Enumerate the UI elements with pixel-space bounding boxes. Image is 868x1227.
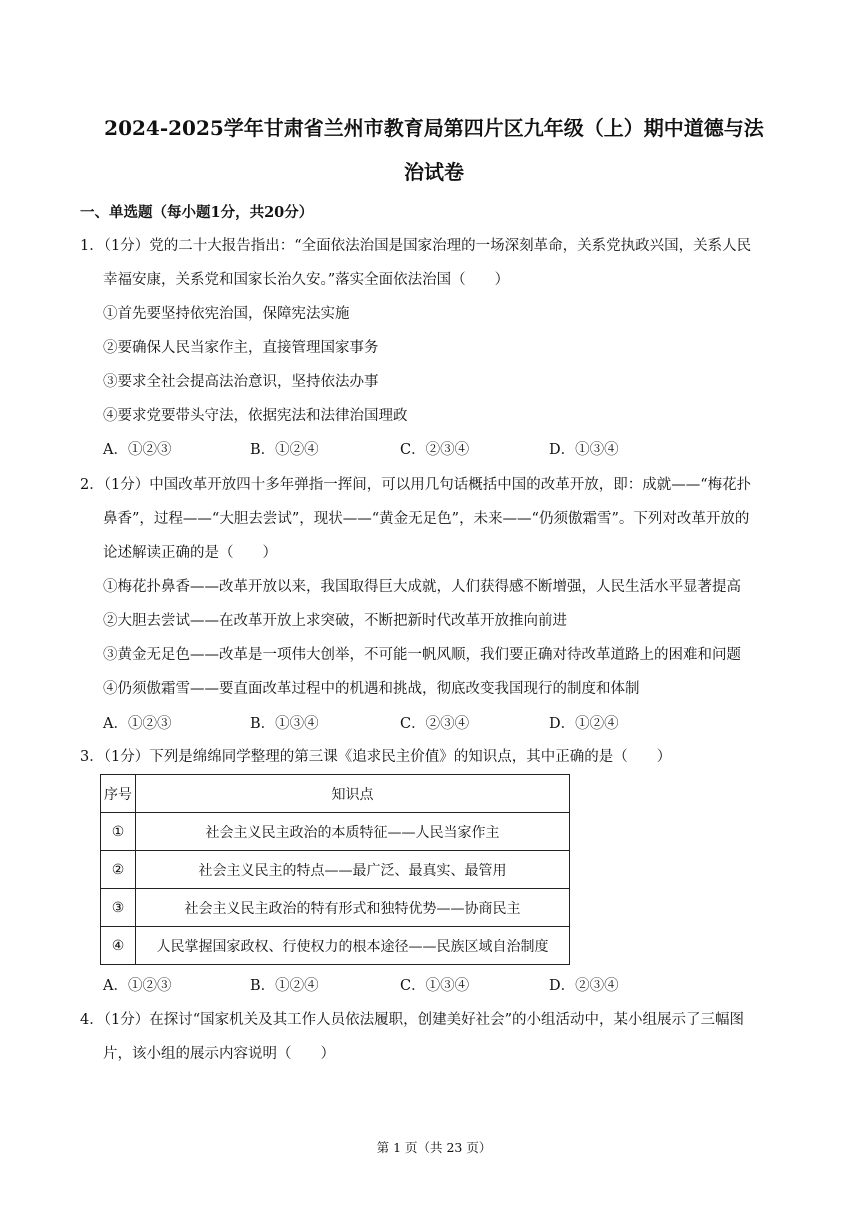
table-cell-index: ② <box>101 851 136 889</box>
q1-option-a[interactable]: A．①②③ <box>103 442 172 458</box>
q2-statement-1: ①梅花扑鼻香——改革开放以来，我国取得巨大成就，人们获得感不断增强，人民生活水平显著提高 <box>103 579 741 595</box>
table-cell-knowledge: 人民掌握国家政权、行使权力的根本途径——民族区域自治制度 <box>136 927 570 965</box>
q1-statement-4: ④要求党要带头守法，依据宪法和法律治国理政 <box>103 408 408 424</box>
q2-stem-line-3: 论述解读正确的是（ ） <box>103 545 277 561</box>
q1-option-c[interactable]: C．②③④ <box>400 442 470 458</box>
q3-option-c[interactable]: C．①③④ <box>400 978 470 994</box>
q3-option-d[interactable]: D．②③④ <box>549 978 619 994</box>
q2-option-d[interactable]: D．①②④ <box>549 716 619 732</box>
q1-option-b[interactable]: B．①②④ <box>250 442 319 458</box>
q1-stem-line-2: 幸福安康，关系党和国家长治久安。”落实全面依法治国（ ） <box>103 272 510 288</box>
q1-statement-3: ③要求全社会提高法治意识，坚持依法办事 <box>103 374 379 390</box>
q3-option-b[interactable]: B．①②④ <box>250 978 319 994</box>
q2-option-b[interactable]: B．①③④ <box>250 716 319 732</box>
table-cell-knowledge: 社会主义民主政治的特有形式和独特优势——协商民主 <box>136 889 570 927</box>
q3-option-a[interactable]: A．①②③ <box>103 978 172 994</box>
q2-option-c[interactable]: C．②③④ <box>400 716 470 732</box>
table-row <box>101 813 570 851</box>
table-row <box>101 927 570 965</box>
q2-stem-line-1: 2．（1分）中国改革开放四十多年弹指一挥间，可以用几句话概括中国的改革开放，即：成就——“梅花扑 <box>80 477 752 493</box>
page-footer: 第 1 页（共 23 页） <box>376 1140 492 1155</box>
table-row <box>101 889 570 927</box>
q2-statement-3: ③黄金无足色——改革是一项伟大创举，不可能一帆风顺，我们要正确对待改革道路上的困难和问题 <box>103 647 741 663</box>
exam-title-line-1: 2024-2025学年甘肃省兰州市教育局第四片区九年级（上）期中道德与法 <box>104 116 764 140</box>
q4-stem-line-2: 片，该小组的展示内容说明（ ） <box>103 1046 335 1062</box>
q1-option-d[interactable]: D．①③④ <box>549 442 619 458</box>
table-cell-index: ③ <box>101 889 136 927</box>
q1-stem-line-1: 1．（1分）党的二十大报告指出：“全面依法治国是国家治理的一场深刻革命，关系党执政兴国，关系人民 <box>80 238 752 254</box>
q2-statement-4: ④仍须傲霜雪——要直面改革过程中的机遇和挑战，彻底改变我国现行的制度和体制 <box>103 681 640 697</box>
table-cell-index: ① <box>101 813 136 851</box>
exam-title-line-2: 治试卷 <box>404 160 464 184</box>
table-cell-index: ④ <box>101 927 136 965</box>
q3-stem-line-1: 3．（1分）下列是绵绵同学整理的第三课《追求民主价值》的知识点，其中正确的是（ ） <box>80 749 672 765</box>
table-cell-knowledge: 社会主义民主的特点——最广泛、最真实、最管用 <box>136 851 570 889</box>
knowledge-points-table <box>100 774 570 965</box>
q1-statement-1: ①首先要坚持依宪治国，保障宪法实施 <box>103 306 350 322</box>
q2-stem-line-2: 鼻香”，过程——“大胆去尝试”，现状——“黄金无足色”，未来——“仍须傲霜雪”。下列对改革开放的 <box>103 511 750 527</box>
section-heading-single-choice: 一、单选题（每小题1分，共20分） <box>80 204 314 221</box>
table-header-knowledge: 知识点 <box>136 775 570 813</box>
table-cell-knowledge: 社会主义民主政治的本质特征——人民当家作主 <box>136 813 570 851</box>
q2-option-a[interactable]: A．①②③ <box>103 716 172 732</box>
q1-statement-2: ②要确保人民当家作主，直接管理国家事务 <box>103 340 379 356</box>
table-header-index: 序号 <box>101 775 136 813</box>
q2-statement-2: ②大胆去尝试——在改革开放上求突破，不断把新时代改革开放推向前进 <box>103 613 567 629</box>
table-row <box>101 851 570 889</box>
table-header-row <box>101 775 570 813</box>
q4-stem-line-1: 4．（1分）在探讨“国家机关及其工作人员依法履职，创建美好社会”的小组活动中，某小组展示了三幅图 <box>80 1012 745 1028</box>
